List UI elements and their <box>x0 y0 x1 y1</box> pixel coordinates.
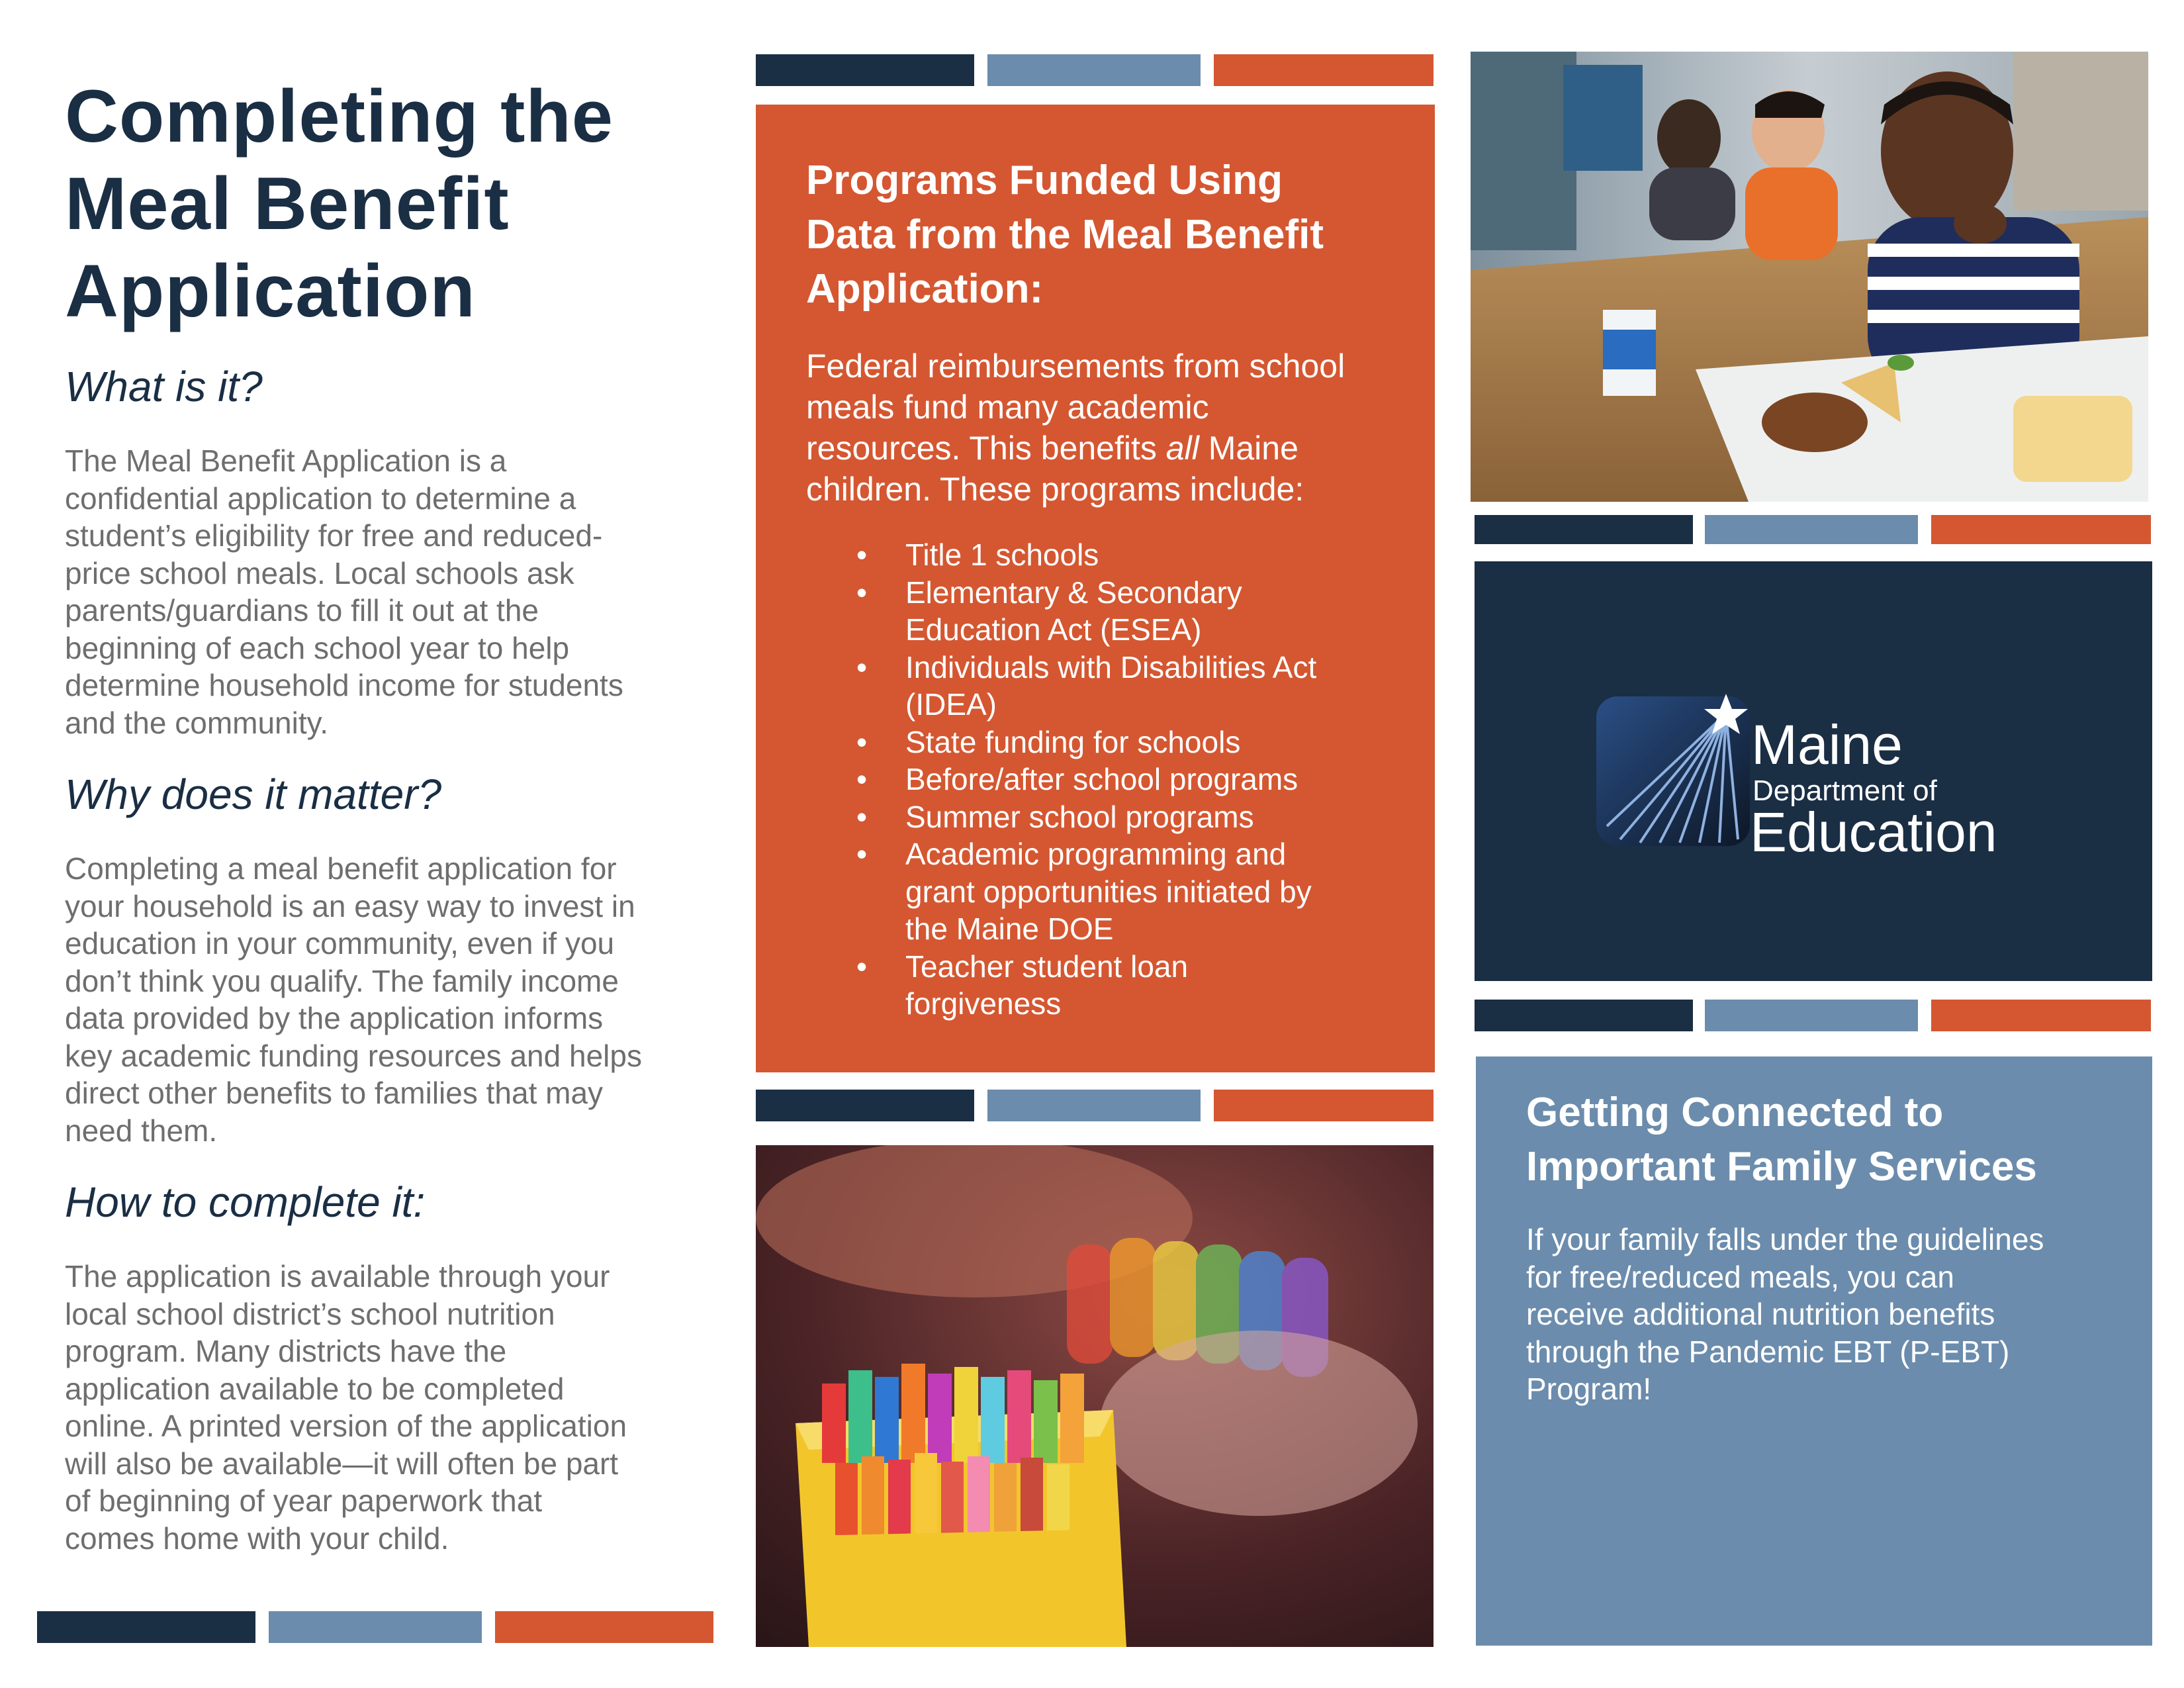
bullet-icon: • <box>856 837 868 871</box>
programs-list <box>806 536 1395 1023</box>
lunch-photo-illustration <box>1471 52 2148 502</box>
accent-bar-steel <box>1705 1000 1918 1031</box>
text-line: Before/after school programs <box>905 762 1298 796</box>
text-line <box>806 428 1395 469</box>
list-item <box>806 724 1395 761</box>
bullet-icon: • <box>856 575 868 610</box>
text-line: Elementary & Secondary <box>905 575 1242 610</box>
text-line: of beginning of year paperwork that <box>65 1483 543 1518</box>
title-line: Application <box>65 250 476 332</box>
list-item <box>806 798 1395 836</box>
section-body-what <box>65 442 713 741</box>
logo-text-maine: Maine <box>1751 714 1903 776</box>
list-item <box>806 761 1395 798</box>
programs-panel <box>756 105 1435 1072</box>
emphasis-all: all <box>1165 430 1199 467</box>
text-line: Federal reimbursements from school <box>806 348 1345 385</box>
programs-intro <box>806 346 1395 510</box>
text-line: the Maine DOE <box>905 912 1114 946</box>
section-heading-how: How to complete it: <box>65 1178 426 1226</box>
services-body <box>1526 1221 2126 1408</box>
text-line: grant opportunities initiated by <box>905 874 1312 909</box>
text-line: receive additional nutrition benefits <box>1526 1297 1995 1331</box>
section-heading-why: Why does it matter? <box>65 771 442 818</box>
title-line: Meal Benefit <box>65 162 510 245</box>
title-line: Completing the <box>65 75 614 158</box>
text-line: program. Many districts have the <box>65 1334 507 1368</box>
title-line: Application: <box>806 266 1044 312</box>
text-line: through the Pandemic EBT (P-EBT) <box>1526 1334 2010 1369</box>
text-line: for free/reduced meals, you can <box>1526 1259 1954 1294</box>
accent-bar-navy <box>1475 515 1693 544</box>
section-body-why <box>65 850 713 1149</box>
text-line: need them. <box>65 1113 218 1148</box>
title-line: Programs Funded Using <box>806 158 1283 203</box>
text-span: resources. This benefits <box>806 430 1166 467</box>
list-item <box>806 835 1395 948</box>
page-title <box>65 73 713 335</box>
text-line: key academic funding resources and helps <box>65 1038 642 1073</box>
text-line: confidential application to determine a <box>65 481 576 516</box>
list-item <box>806 574 1395 649</box>
title-line: Data from the Meal Benefit <box>806 212 1324 258</box>
text-line: education in your community, even if you <box>65 926 615 961</box>
text-line: direct other benefits to families that may <box>65 1076 604 1110</box>
text-line: Program! <box>1526 1372 1652 1406</box>
title-line: Getting Connected to <box>1526 1090 1944 1135</box>
logo-text-department: Department of <box>1752 774 1937 807</box>
bullet-icon: • <box>856 724 868 759</box>
text-line: State funding for schools <box>905 724 1241 759</box>
list-item <box>806 649 1395 724</box>
accent-bar-rust <box>1931 515 2151 544</box>
list-item <box>806 536 1395 574</box>
text-line: your household is an easy way to invest in <box>65 888 635 923</box>
bullet-icon: • <box>856 799 868 834</box>
accent-bar-navy <box>756 1090 974 1121</box>
services-title <box>1526 1086 2126 1194</box>
text-line: application available to be completed <box>65 1371 565 1406</box>
section-heading-what: What is it? <box>65 363 263 410</box>
accent-bar-navy <box>37 1611 255 1643</box>
text-line: don’t think you qualify. The family income <box>65 963 619 998</box>
accent-bar-rust <box>1214 1090 1433 1121</box>
text-line: Completing a meal benefit application for <box>65 851 617 886</box>
text-line: (IDEA) <box>905 687 997 722</box>
bullet-icon: • <box>856 762 868 796</box>
text-line: Title 1 schools <box>905 538 1099 572</box>
accent-bar-steel <box>1705 515 1918 544</box>
maine-doe-logo-panel <box>1475 561 2152 981</box>
text-line: determine household income for students <box>65 668 623 702</box>
text-line: data provided by the application informs <box>65 1001 604 1035</box>
left-column <box>65 73 713 1557</box>
accent-bar-steel <box>987 54 1201 86</box>
text-line: Summer school programs <box>905 799 1254 834</box>
text-line: Teacher student loan <box>905 949 1189 984</box>
text-line: meals fund many academic <box>806 389 1209 426</box>
programs-title <box>806 154 1395 316</box>
text-span: Maine <box>1199 430 1298 467</box>
accent-bar-rust <box>1214 54 1433 86</box>
text-line: student’s eligibility for free and reduced- <box>65 518 603 553</box>
accent-bar-navy <box>1475 1000 1693 1031</box>
bullet-icon: • <box>856 949 868 984</box>
text-line: beginning of each school year to help <box>65 630 570 665</box>
accent-bar-rust <box>495 1611 713 1643</box>
text-line: online. A printed version of the application <box>65 1409 627 1443</box>
bullet-icon: • <box>856 649 868 684</box>
text-line: comes home with your child. <box>65 1521 449 1556</box>
section-body-how <box>65 1258 713 1557</box>
text-line: price school meals. Local schools ask <box>65 555 574 590</box>
accent-bar-steel <box>987 1090 1201 1121</box>
text-line: forgiveness <box>905 986 1062 1021</box>
text-line: will also be available—it will often be part <box>65 1446 619 1481</box>
logo-text-education: Education <box>1750 801 1997 863</box>
text-line: parents/guardians to fill it out at the <box>65 593 539 628</box>
text-line: and the community. <box>65 705 329 740</box>
text-line: Academic programming and <box>905 837 1287 871</box>
text-line: The application is available through your <box>65 1259 610 1293</box>
crayons-photo-illustration <box>756 1145 1433 1647</box>
bullet-icon: • <box>856 538 868 572</box>
crayons-photo <box>756 1145 1433 1647</box>
text-line: Education Act (ESEA) <box>905 612 1202 647</box>
text-line: The Meal Benefit Application is a <box>65 444 507 478</box>
text-line: If your family falls under the guidelines <box>1526 1222 2044 1256</box>
accent-bar-rust <box>1931 1000 2151 1031</box>
family-services-panel <box>1476 1056 2152 1646</box>
students-lunch-photo <box>1471 52 2148 502</box>
text-line: children. These programs include: <box>806 471 1304 508</box>
accent-bar-navy <box>756 54 974 86</box>
accent-bar-steel <box>269 1611 482 1643</box>
text-line: Individuals with Disabilities Act <box>905 649 1317 684</box>
text-line: local school district’s school nutrition <box>65 1296 555 1331</box>
title-line: Important Family Services <box>1526 1144 2037 1190</box>
list-item <box>806 948 1395 1023</box>
